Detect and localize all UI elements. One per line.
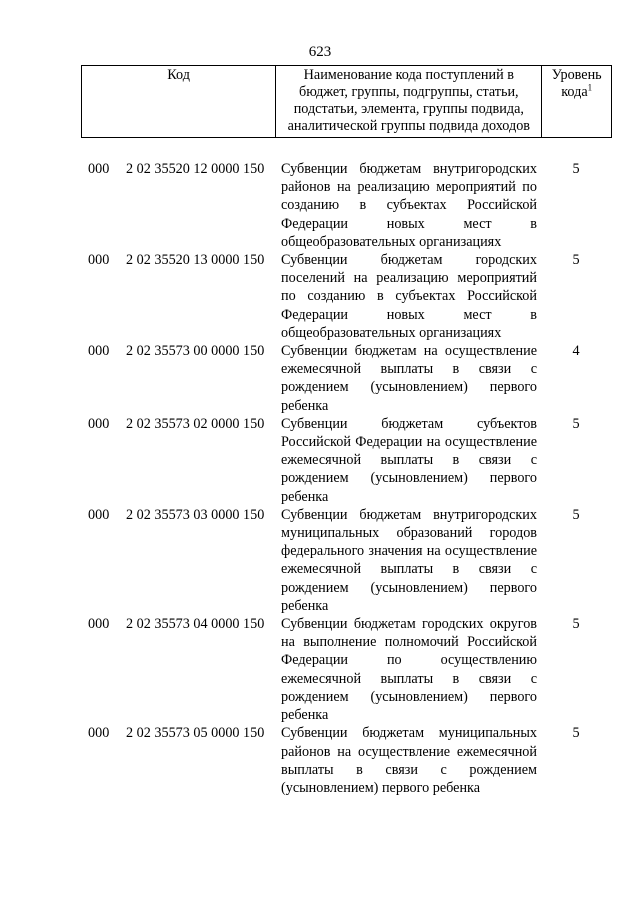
revenue-name: Субвенции бюджетам внутригородских муниципальных образований городов федерального значения на осуществление ежемесячной выплаты в связи с рождением (усыновлением) первого ребенка (281, 506, 537, 614)
admin-code: 000 (88, 725, 110, 742)
admin-code: 000 (88, 616, 110, 633)
table-row (0, 724, 640, 797)
header-level-text (552, 67, 602, 100)
page-number: 623 (308, 44, 332, 60)
table-header (81, 65, 612, 138)
header-level (542, 66, 612, 138)
level-value: 5 (572, 616, 580, 633)
level-value: 5 (572, 252, 580, 269)
revenue-code: 2 02 35520 12 0000 150 (126, 161, 265, 177)
revenue-code: 2 02 35573 02 0000 150 (126, 415, 265, 432)
revenue-code: 2 02 35573 04 0000 150 (126, 616, 265, 633)
table-row (0, 160, 640, 251)
revenue-code: 2 02 35520 13 0000 150 (126, 252, 265, 269)
table-row (0, 615, 640, 724)
revenue-name: Субвенции бюджетам муниципальных районов на осуществление ежемесячной выплаты в связи с рождением (усыновлением) первого ребенка (281, 725, 537, 796)
revenue-code: 2 02 35573 03 0000 150 (126, 506, 265, 523)
revenue-name: Субвенции бюджетам городских округов на выполнение полномочий Российской Федерации по осуществлению ежемесячной выплаты в связи с рождением (усыновлением) первого ребенка (281, 616, 537, 724)
revenue-code: 2 02 35573 05 0000 150 (126, 725, 265, 742)
table-body (0, 160, 640, 797)
table-row (0, 251, 640, 342)
header-level-suffix: а (581, 84, 588, 100)
revenue-name: Субвенции бюджетам субъектов Российской Федерации на осуществление ежемесячной выплаты в связи с рождением (усыновлением) первого ребенка (281, 415, 537, 505)
level-value: 5 (572, 161, 580, 177)
admin-code: 000 (88, 506, 110, 523)
header-level-label: Уровень код (551, 67, 602, 100)
table-row (0, 506, 640, 615)
level-value: 5 (572, 506, 580, 523)
admin-code: 000 (88, 161, 110, 177)
admin-code: 000 (88, 252, 110, 269)
revenue-code: 2 02 35573 00 0000 150 (126, 343, 265, 360)
revenue-name: Субвенции бюджетам городских поселений на реализацию мероприятий по созданию в субъектах Российской Федерации новых мест в общеобразовательных организациях (281, 252, 537, 341)
table-row (0, 415, 640, 506)
header-level-footnote: 1 (587, 82, 593, 93)
admin-code: 000 (88, 415, 110, 432)
revenue-name: Субвенции бюджетам внутригородских районов на реализацию мероприятий по созданию в субъектах Российской Федерации новых мест в общеобразовательных организациях (281, 161, 537, 250)
level-value: 4 (572, 343, 580, 360)
header-name: Наименование кода поступлений в бюджет, группы, подгруппы, статьи, подстатьи, элемента, группы подвида, аналитической группы подвида доходов (276, 66, 542, 138)
revenue-name: Субвенции бюджетам на осуществление ежемесячной выплаты в связи с рождением (усыновлением) первого ребенка (281, 343, 537, 414)
admin-code: 000 (88, 343, 110, 360)
level-value: 5 (572, 415, 580, 432)
level-value: 5 (572, 725, 580, 742)
table-row (0, 342, 640, 415)
header-code: Код (82, 66, 276, 138)
